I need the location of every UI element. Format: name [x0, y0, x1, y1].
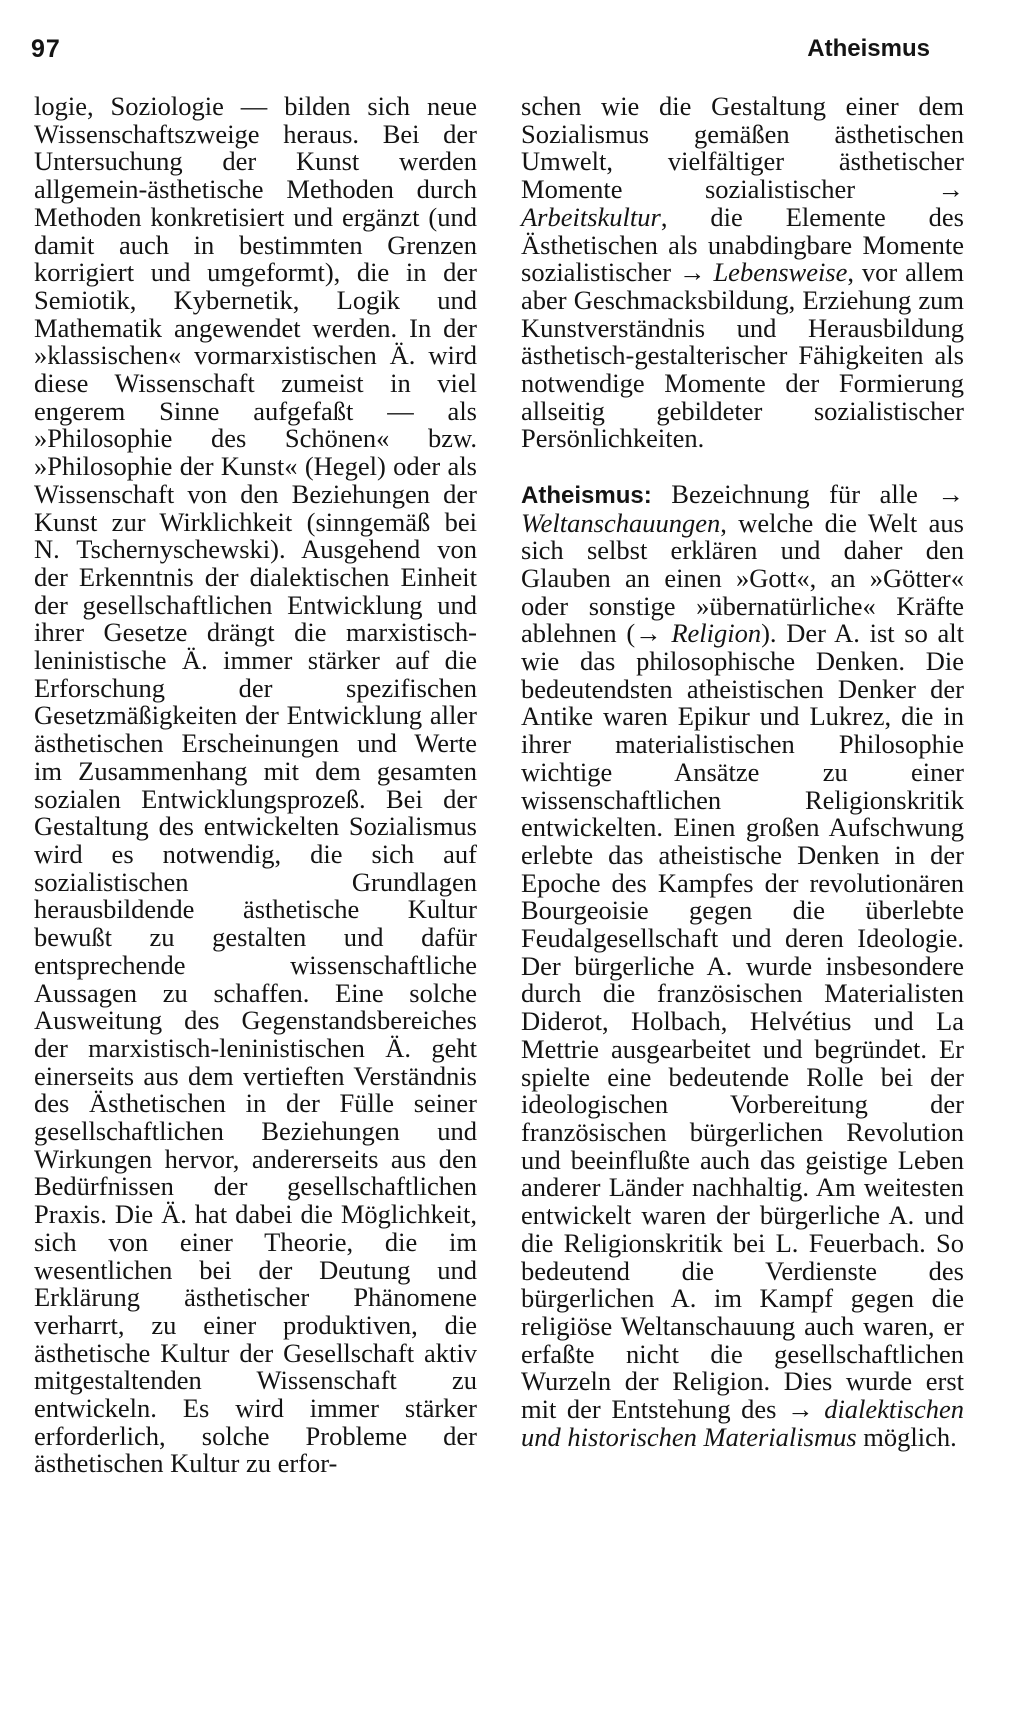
cross-reference-arrow-icon: →: [937, 478, 964, 509]
cross-reference-arrow-icon: →: [679, 257, 706, 288]
continuation-text-3: , vor allem aber Geschmacksbildung, Erziehung zum Kunstverständnis und Herausbildung ästhetisch-gestalterischer Fähigkeiten als notwendige Momente der Formierung allseitig gebildeter sozialistischer Persönlichkeiten.: [521, 257, 965, 454]
running-head: Atheismus: [807, 35, 930, 62]
continuation-text-2: , die Elemente des Ästhetischen als unabdingbare Momente sozialistischer: [521, 201, 964, 288]
left-column: [34, 93, 477, 1478]
entry-headword: Atheismus:: [521, 481, 652, 509]
left-column-text: logie, Soziologie — bilden sich neue Wissenschaftszweige heraus. Bei der Untersuchung der Kunst werden allgemein-ästhetische Methoden durch Methoden konkretisiert und ergänzt (und damit auch in bestimmten Grenzen korrigiert und umgeformt), die in der Semiotik, Kybernetik, Logik und Mathematik angewendet werden. In der »klassischen« vormarxistischen Ä. wird diese Wissenschaft zumeist in viel engerem Sinne aufgefaßt — als »Philosophie des Schönen« bzw. »Philosophie der Kunst« (Hegel) oder als Wissenschaft von den Beziehungen der Kunst zur Wirklichkeit (sinngemäß bei N. Tschernyschewski). Ausgehend von der Erkenntnis der dialektischen Einheit der gesellschaftlichen Entwicklung und ihrer Gesetze drängt die marxistisch-leninistische Ä. immer stärker auf die Erforschung der spezifischen Gesetzmäßigkeiten der Entwicklung aller ästhetischen Erscheinungen und Werte im Zusammenhang mit dem gesamten sozialen Entwicklungsprozeß. Bei der Gestaltung des entwickelten Sozialismus wird es notwendig, die sich auf sozialistischen Grundlagen herausbildende ästhetische Kultur bewußt zu gestalten und dafür entsprechende wissenschaftliche Aussagen zu schaffen. Eine solche Ausweitung des Gegenstandsbereiches der marxistisch-leninistischen Ä. geht einerseits aus dem vertieften Verständnis des Ästhetischen in der Fülle seiner gesellschaftlichen Beziehungen und Wirkungen hervor, andererseits aus den Bedürfnissen der gesellschaftlichen Praxis. Die Ä. hat dabei die Möglichkeit, sich von einer Theorie, die im wesentlichen bei der Deutung und Erklärung ästhetischer Phänomene verharrt, zu einer produktiven, die ästhetische Kultur der Gesellschaft aktiv mitgestaltenden Wissenschaft zu entwickeln. Es wird immer stärker erforderlich, solche Probleme der ästhetischen Kultur zu erfor-: [34, 91, 477, 1479]
cross-reference-materialismus: dialektischen und historischen Materialismus: [521, 1394, 964, 1452]
entry-text-2: , welche die Welt aus sich selbst erklären und daher den Glauben an einen »Gott«, an »Götter« oder sonstige »übernatürliche« Kräfte ablehnen (: [521, 507, 964, 649]
atheismus-entry: [521, 478, 964, 1452]
cross-reference-arrow-icon: →: [937, 174, 964, 205]
cross-reference-arrow-icon: →: [635, 618, 662, 649]
continuation-text-1: schen wie die Gestaltung einer dem Sozialismus gemäßen ästhetischen Umwelt, vielfältiger ästhetischer Momente sozialistischer: [521, 91, 964, 205]
entry-text-3: ). Der A. ist so alt wie das philosophische Denken. Die bedeutendsten atheistischen Denker der Antike waren Epikur und Lukrez, die in ihrer materialistischen Philosophie wichtige Ansätze zu einer wissenschaftlichen Religionskritik entwickelten. Einen großen Aufschwung erlebte das atheistische Denken in der Epoche des Kampfes der revolutionären Bourgeoisie gegen die überlebte Feudalgesellschaft und deren Ideologie. Der bürgerliche A. wurde insbesondere durch die französischen Materialisten Diderot, Holbach, Helvétius und La Mettrie ausgearbeitet und begründet. Er spielte eine bedeutende Rolle bei der ideologischen Vorbereitung der französischen bürgerlichen Revolution und beeinflußte auch das geistige Leben anderer Länder nachhaltig. Am weitesten entwickelt waren der bürgerliche A. und die Religionskritik bei L. Feuerbach. So bedeutend die Verdienste des bürgerlichen A. im Kampf gegen die religiöse Weltanschauung auch waren, er erfaßte nicht die gesellschaftlichen Wurzeln der Religion. Dies wurde erst mit der Entstehung des: [521, 618, 964, 1425]
entry-text-4: möglich.: [856, 1421, 957, 1452]
cross-reference-arrow-icon: →: [787, 1394, 814, 1425]
cross-reference-religion: Religion: [671, 618, 762, 649]
cross-reference-weltanschauungen: Weltanschauungen: [521, 507, 721, 538]
entry-text-1: Bezeichnung für alle: [651, 478, 938, 509]
right-column: [521, 93, 964, 1451]
cross-reference-lebensweise: Lebensweise: [713, 257, 848, 288]
continuation-paragraph: [521, 93, 964, 453]
cross-reference-arbeitskultur: Arbeitskultur: [521, 201, 661, 232]
page-number: 97: [31, 35, 61, 63]
